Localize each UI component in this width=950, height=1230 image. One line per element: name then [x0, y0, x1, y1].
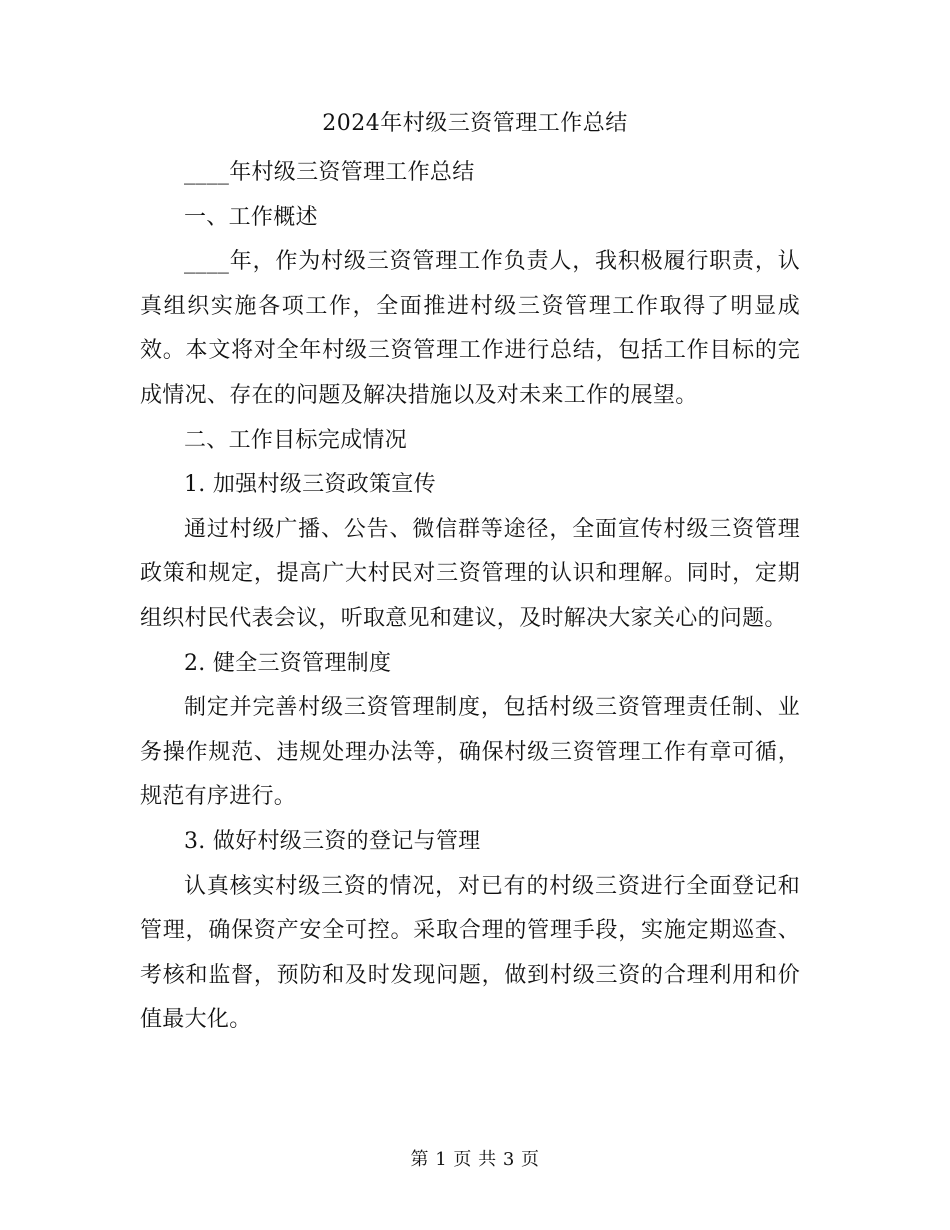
document-title: 2024年村级三资管理工作总结 [322, 111, 628, 136]
registration-paragraph: 认真核实村级三资的情况，对已有的村级三资进行全面登记和管理，确保资产安全可控。采取合理的管理手段，实施定期巡查、考核和监督，预防和及时发现问题，做到村级三资的合理利用和价值最大化。 [140, 873, 800, 1033]
subheading-policy-publicity: 1. 加强村级三资政策宣传 [184, 472, 436, 498]
section-heading-overview: 一、工作概述 [184, 204, 318, 230]
subheading-registration: 3. 做好村级三资的登记与管理 [184, 828, 481, 854]
page-footer: 第 1 页 共 3 页 [410, 1149, 540, 1170]
document-body [140, 151, 800, 1043]
subheading-management-system: 2. 健全三资管理制度 [184, 650, 392, 676]
section-heading-goals: 二、工作目标完成情况 [184, 427, 408, 453]
policy-publicity-paragraph: 通过村级广播、公告、微信群等途径，全面宣传村级三资管理政策和规定，提高广大村民对三资管理的认识和理解。同时，定期组织村民代表会议，听取意见和建议，及时解决大家关心的问题。 [140, 516, 800, 631]
overview-paragraph: ____年，作为村级三资管理工作负责人，我积极履行职责，认真组织实施各项工作，全面推进村级三资管理工作取得了明显成效。本文将对全年村级三资管理工作进行总结，包括工作目标的完成情况、存在的问题及解决措施以及对未来工作的展望。 [140, 249, 800, 408]
subtitle-paragraph: ____年村级三资管理工作总结 [184, 160, 475, 185]
management-system-paragraph: 制定并完善村级三资管理制度，包括村级三资管理责任制、业务操作规范、违规处理办法等，确保村级三资管理工作有章可循，规范有序进行。 [140, 695, 800, 810]
